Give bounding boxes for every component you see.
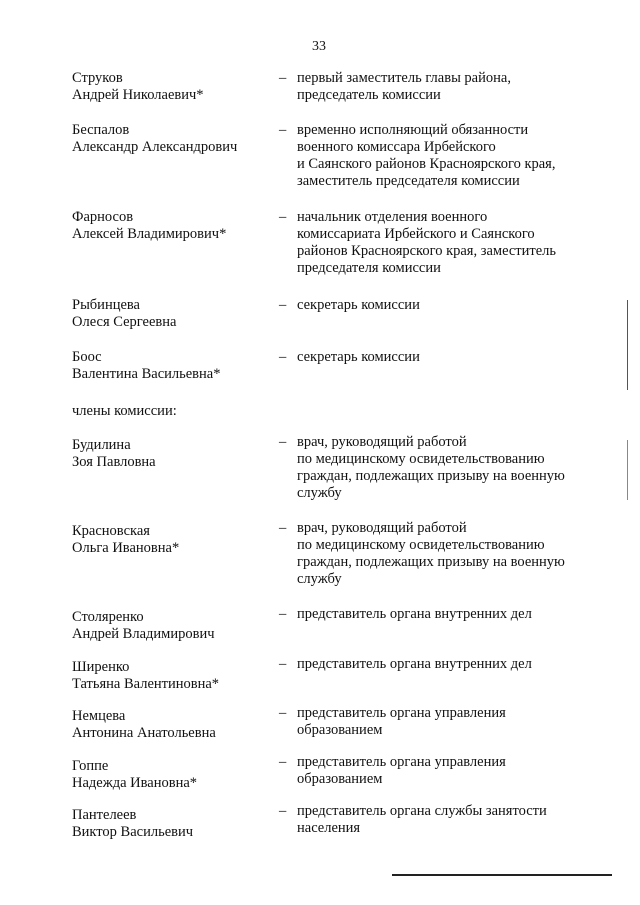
role-line: граждан, подлежащих призыву на военную <box>297 468 565 484</box>
dash: – <box>279 705 287 721</box>
scan-edge-line <box>627 300 628 390</box>
member-role <box>297 349 420 366</box>
role-line: и Саянского районов Красноярского края, <box>297 156 556 172</box>
role-line: представитель органа управления <box>297 754 506 770</box>
given-names: Ольга Ивановна* <box>72 540 180 556</box>
member-role <box>297 803 547 837</box>
role-line: врач, руководящий работой <box>297 434 467 450</box>
member-role <box>297 70 511 104</box>
member-name <box>72 70 204 104</box>
given-names: Антонина Анатольевна <box>72 725 216 741</box>
member-name <box>72 297 176 331</box>
given-names: Олеся Сергеевна <box>72 314 177 330</box>
role-line: комиссариата Ирбейского и Саянского <box>297 226 535 242</box>
given-names: Александр Александрович <box>72 139 238 155</box>
surname: Пантелеев <box>72 807 137 823</box>
surname: Ширенко <box>72 659 130 675</box>
dash: – <box>279 606 287 622</box>
role-line: первый заместитель главы района, <box>297 70 511 86</box>
member-role <box>297 656 532 673</box>
role-line: районов Красноярского края, заместитель <box>297 243 557 259</box>
given-names: Андрей Владимирович <box>72 626 215 642</box>
given-names: Татьяна Валентиновна* <box>72 676 220 692</box>
member-role <box>297 122 555 190</box>
member-name <box>72 659 219 693</box>
given-names: Надежда Ивановна* <box>72 775 198 791</box>
dash: – <box>279 297 287 313</box>
dash: – <box>279 209 287 225</box>
member-role <box>297 705 506 739</box>
member-role <box>297 520 565 588</box>
role-line: образованием <box>297 722 383 738</box>
role-line: представитель органа внутренних дел <box>297 656 532 672</box>
role-line: военного комиссара Ирбейского <box>297 139 496 155</box>
member-role <box>297 209 556 277</box>
page-number: 33 <box>312 39 326 54</box>
member-name <box>72 758 197 792</box>
role-line: представитель органа управления <box>297 705 506 721</box>
dash: – <box>279 754 287 770</box>
role-line: секретарь комиссии <box>297 297 420 313</box>
role-line: службу <box>297 571 342 587</box>
scan-bottom-line <box>392 874 612 876</box>
given-names: Виктор Васильевич <box>72 824 194 840</box>
member-name <box>72 523 179 557</box>
dash: – <box>279 434 287 450</box>
role-line: врач, руководящий работой <box>297 520 467 536</box>
role-line: заместитель председателя комиссии <box>297 173 520 189</box>
member-role <box>297 606 532 623</box>
members-heading: члены комиссии: <box>72 403 177 419</box>
role-line: председателя комиссии <box>297 260 441 276</box>
role-line: населения <box>297 820 361 836</box>
member-name <box>72 609 215 643</box>
given-names: Зоя Павловна <box>72 454 156 470</box>
scan-edge-line <box>627 440 628 500</box>
dash: – <box>279 70 287 86</box>
role-line: представитель органа службы занятости <box>297 803 547 819</box>
surname: Струков <box>72 70 123 86</box>
given-names: Алексей Владимирович* <box>72 226 227 242</box>
dash: – <box>279 520 287 536</box>
surname: Фарносов <box>72 209 134 225</box>
dash: – <box>279 803 287 819</box>
dash: – <box>279 349 287 365</box>
member-name <box>72 437 156 471</box>
member-name <box>72 209 226 243</box>
surname: Боос <box>72 349 102 365</box>
role-line: временно исполняющий обязанности <box>297 122 529 138</box>
given-names: Андрей Николаевич* <box>72 87 204 103</box>
dash: – <box>279 122 287 138</box>
surname: Будилина <box>72 437 131 453</box>
surname: Гоппе <box>72 758 109 774</box>
surname: Красновская <box>72 523 150 539</box>
role-line: представитель органа внутренних дел <box>297 606 532 622</box>
role-line: по медицинскому освидетельствованию <box>297 537 545 553</box>
member-role <box>297 434 565 502</box>
surname: Немцева <box>72 708 126 724</box>
member-role <box>297 754 506 788</box>
role-line: образованием <box>297 771 383 787</box>
surname: Беспалов <box>72 122 130 138</box>
role-line: секретарь комиссии <box>297 349 420 365</box>
member-name <box>72 807 193 841</box>
role-line: службу <box>297 485 342 501</box>
surname: Рыбинцева <box>72 297 140 313</box>
member-name <box>72 708 216 742</box>
role-line: граждан, подлежащих призыву на военную <box>297 554 565 570</box>
role-line: начальник отделения военного <box>297 209 488 225</box>
given-names: Валентина Васильевна* <box>72 366 221 382</box>
member-name <box>72 349 220 383</box>
member-name <box>72 122 237 156</box>
role-line: по медицинскому освидетельствованию <box>297 451 545 467</box>
member-role <box>297 297 420 314</box>
role-line: председатель комиссии <box>297 87 441 103</box>
surname: Столяренко <box>72 609 144 625</box>
dash: – <box>279 656 287 672</box>
